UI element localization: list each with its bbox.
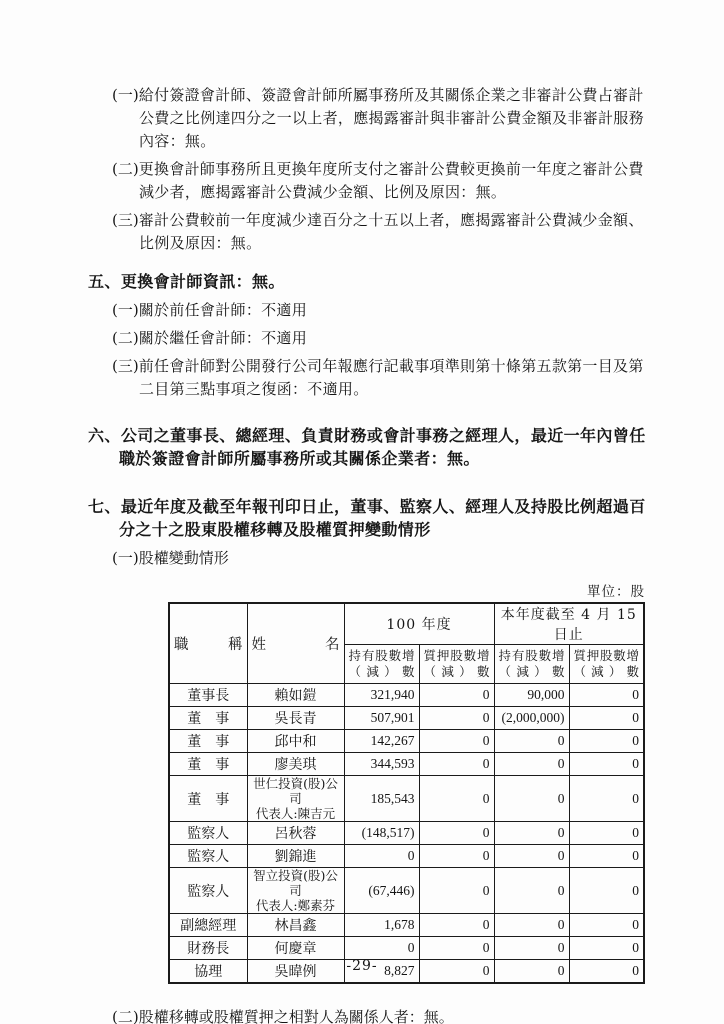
table-row: [169, 822, 644, 845]
cell-title: 董 事: [169, 707, 247, 730]
column-group-current-year: 本年度截至 4 月 15 日止: [494, 603, 644, 645]
cell-current-holding: 0: [494, 776, 569, 822]
cell-current-pledge: 0: [569, 684, 644, 707]
cell-name: 吳長青: [247, 707, 344, 730]
item-text: 審計公費較前一年度減少達百分之十五以上者，應揭露審計公費減少金額、比例及原因：無。: [138, 211, 644, 252]
cell-y100-holding: 321,940: [344, 684, 419, 707]
cell-name: 吳暐例: [247, 960, 344, 984]
table-row: [169, 730, 644, 753]
cell-current-pledge: 0: [569, 822, 644, 845]
cell-y100-holding: 344,593: [344, 753, 419, 776]
cell-current-holding: 90,000: [494, 684, 569, 707]
cell-name: 廖美琪: [247, 753, 344, 776]
item-text: 給付簽證會計師、簽證會計師所屬事務所及其關係企業之非審計公費占審計公費之比例達四分之一以上者，應揭露審計與非審計公費金額及非審計服務內容：無。: [138, 86, 644, 150]
cell-current-holding: 0: [494, 730, 569, 753]
item-label: (三): [112, 357, 139, 375]
cell-title: 監察人: [169, 822, 247, 845]
cell-y100-pledge: 0: [419, 684, 494, 707]
cell-title: 財務長: [169, 937, 247, 960]
table-row: [169, 845, 644, 868]
cell-name: 賴如鎧: [247, 684, 344, 707]
cell-title: 副總經理: [169, 914, 247, 937]
section-title: 最近年度及截至年報刊印日止，董事、監察人、經理人及持股比例超過百分之十之股東股權移轉及股權質押變動情形: [119, 497, 646, 539]
header-line: （減）數: [348, 664, 415, 679]
cell-current-pledge: 0: [569, 753, 644, 776]
header-line: 質押股數增: [573, 648, 640, 663]
table-row: [169, 707, 644, 730]
table-row: [169, 776, 644, 822]
column-header-y100-holding: [344, 645, 419, 684]
column-header-name: 姓名: [247, 603, 344, 684]
section7-heading: [88, 495, 654, 541]
cell-title: 董 事: [169, 753, 247, 776]
corporate-shareholder-name: 智立投資(股)公司: [253, 868, 338, 898]
cell-title: 董事長: [169, 684, 247, 707]
item-text: 關於繼任會計師：不適用: [138, 329, 308, 347]
item-text: 股權變動情形: [138, 549, 229, 567]
header-line: 質押股數增: [423, 648, 490, 663]
cell-name: 何慶章: [247, 937, 344, 960]
item-label: (二): [112, 160, 139, 178]
cell-y100-pledge: 0: [419, 937, 494, 960]
cell-y100-pledge: 0: [419, 776, 494, 822]
header-line: （減）數: [498, 664, 565, 679]
cell-current-holding: 0: [494, 822, 569, 845]
cell-y100-holding: 142,267: [344, 730, 419, 753]
cell-y100-pledge: 0: [419, 960, 494, 984]
section-number: 六、: [88, 426, 121, 445]
cell-y100-pledge: 0: [419, 707, 494, 730]
representative-name: 代表人:鄭素芬: [255, 898, 336, 913]
table-row: [169, 684, 644, 707]
header-line: 持有股數增: [348, 648, 415, 663]
cell-y100-holding: 0: [344, 845, 419, 868]
section6-heading: [88, 424, 654, 470]
column-header-current-pledge: [569, 645, 644, 684]
cell-current-holding: 0: [494, 937, 569, 960]
section5-item-2: [112, 327, 646, 350]
cell-title: 董 事: [169, 776, 247, 822]
section-number: 七、: [88, 497, 121, 516]
cell-name: 劉錦進: [247, 845, 344, 868]
item-text: 關於前任會計師：不適用: [138, 301, 308, 319]
cell-y100-pledge: 0: [419, 845, 494, 868]
cell-y100-pledge: 0: [419, 868, 494, 914]
cell-name: 呂秋蓉: [247, 822, 344, 845]
cell-y100-holding: 0: [344, 937, 419, 960]
cell-y100-holding: 507,901: [344, 707, 419, 730]
cell-current-pledge: 0: [569, 868, 644, 914]
section-title: 更換會計師資訊：無。: [120, 272, 285, 291]
table-row: [169, 937, 644, 960]
table-row: [169, 753, 644, 776]
cell-current-pledge: 0: [569, 960, 644, 984]
item-label: (一): [112, 301, 139, 319]
cell-y100-pledge: 0: [419, 730, 494, 753]
cell-current-pledge: 0: [569, 914, 644, 937]
item-label: (二): [112, 1008, 139, 1024]
cell-title: 董 事: [169, 730, 247, 753]
cell-current-pledge: 0: [569, 937, 644, 960]
column-group-year100: 100 年度: [344, 603, 494, 645]
cell-y100-holding: (148,517): [344, 822, 419, 845]
corporate-shareholder-name: 世仁投資(股)公司: [253, 776, 338, 806]
table-header-row-groups: [169, 603, 644, 645]
item-label: (一): [112, 549, 139, 567]
cell-title: 監察人: [169, 845, 247, 868]
cell-current-pledge: 0: [569, 845, 644, 868]
header-line: 持有股數增: [498, 648, 565, 663]
cell-y100-pledge: 0: [419, 753, 494, 776]
cell-title: 監察人: [169, 868, 247, 914]
cell-y100-pledge: 0: [419, 822, 494, 845]
cell-y100-holding: 185,543: [344, 776, 419, 822]
cell-current-pledge: 0: [569, 707, 644, 730]
cell-name: 邱中和: [247, 730, 344, 753]
item-text: 前任會計師對公開發行公司年報應行記載事項準則第十條第五款第一目及第二目第三點事項之復函：不適用。: [138, 357, 644, 398]
item-label: (三): [112, 211, 139, 229]
unit-label: 單位：股: [587, 584, 645, 600]
table-row: [169, 868, 644, 914]
cell-current-holding: 0: [494, 960, 569, 984]
section5-item-1: [112, 299, 646, 322]
header-line: （減）數: [423, 664, 490, 679]
shareholding-change-table: [168, 602, 645, 984]
cell-current-holding: 0: [494, 753, 569, 776]
section4-item-2: [112, 158, 646, 204]
cell-name: 林昌鑫: [247, 914, 344, 937]
cell-name: [247, 776, 344, 822]
representative-name: 代表人:陳吉元: [255, 806, 336, 821]
cell-title: 協理: [169, 960, 247, 984]
cell-current-pledge: 0: [569, 776, 644, 822]
cell-current-pledge: 0: [569, 730, 644, 753]
section5-item-3: [112, 355, 646, 401]
cell-y100-holding: (67,446): [344, 868, 419, 914]
item-label: (一): [112, 86, 139, 104]
section-number: 五、: [88, 272, 121, 291]
column-header-current-holding: [494, 645, 569, 684]
section7-sub1: [112, 547, 646, 570]
cell-y100-holding: 1,678: [344, 914, 419, 937]
section-title: 公司之董事長、總經理、負責財務或會計事務之經理人，最近一年內曾任職於簽證會計師所屬事務所或其關係企業者：無。: [119, 426, 646, 468]
section4-item-1: [112, 84, 646, 153]
column-header-title: 職稱: [169, 603, 247, 684]
item-text: 更換會計師事務所且更換年度所支付之審計公費較更換前一年度之審計公費減少者，應揭露審計公費減少金額、比例及原因：無。: [138, 160, 644, 201]
column-header-y100-pledge: [419, 645, 494, 684]
cell-current-holding: (2,000,000): [494, 707, 569, 730]
cell-y100-pledge: 0: [419, 914, 494, 937]
cell-current-holding: 0: [494, 868, 569, 914]
section5-heading: [88, 270, 654, 293]
header-line: （減）數: [573, 664, 640, 679]
page-number: -29-: [346, 958, 378, 974]
cell-name: [247, 868, 344, 914]
item-label: (二): [112, 329, 139, 347]
cell-current-holding: 0: [494, 845, 569, 868]
table-row: [169, 914, 644, 937]
section7-sub2: [112, 1006, 646, 1024]
item-text: 股權移轉或股權質押之相對人為關係人者：無。: [138, 1008, 454, 1024]
cell-y100-holding: 8,827: [344, 960, 419, 984]
cell-current-holding: 0: [494, 914, 569, 937]
section4-item-3: [112, 209, 646, 255]
